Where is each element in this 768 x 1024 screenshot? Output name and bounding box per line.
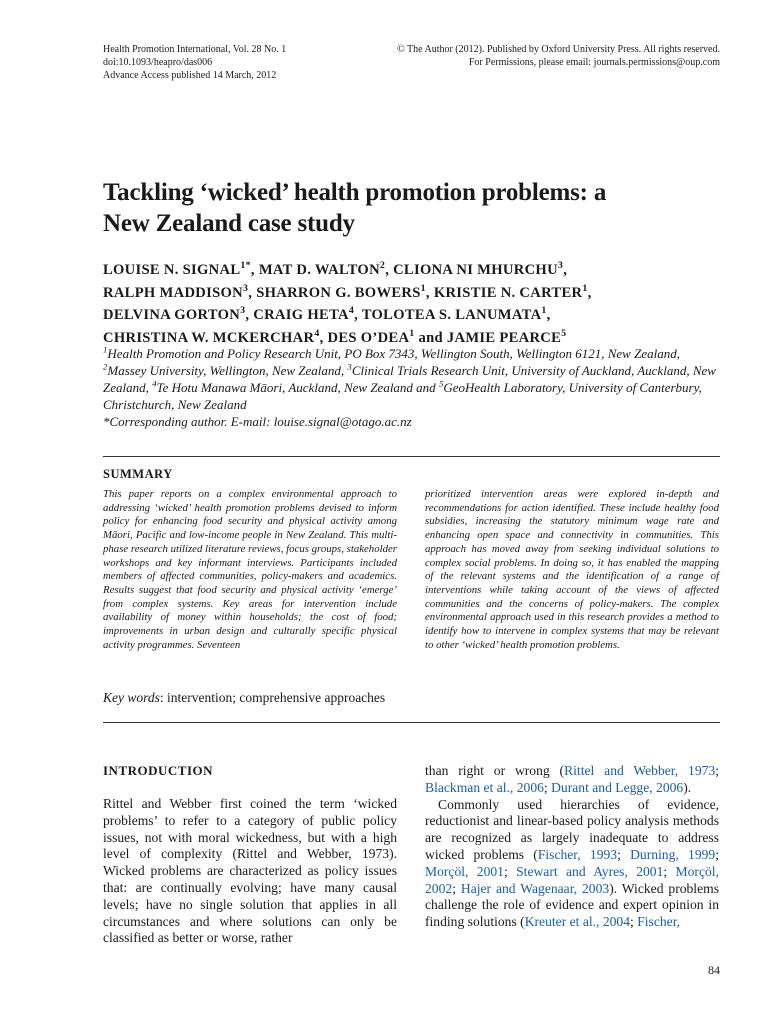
author-sep: , (248, 284, 257, 301)
text: ; (663, 863, 676, 879)
doi: doi:10.1093/heapro/das006 (103, 57, 213, 68)
text: than right or wrong ( (425, 763, 565, 778)
citation-link[interactable]: Morçöl, 2002 (425, 863, 719, 896)
citation-link[interactable]: Fischer, (637, 914, 681, 930)
author-sup: 3 (557, 260, 564, 272)
author-sep: , (385, 262, 394, 278)
affil-sup: 5 (438, 378, 444, 389)
divider-top (103, 456, 720, 457)
journal-name: Health Promotion International, Vol. 28 No. 1 (103, 44, 287, 55)
author-name: CLIONA NI MHURCHU (393, 262, 558, 278)
author-list (103, 259, 723, 349)
author-name: SHARRON G. BOWERS (256, 284, 421, 301)
advance-access: Advance Access published 14 March, 2012 (103, 70, 277, 81)
citation-link[interactable]: Blackman et al., 2006 (425, 779, 544, 795)
divider-bottom (103, 722, 720, 723)
author-sep: , (245, 307, 254, 323)
summary-column-right: prioritized intervention areas were explored in-depth and recommendations for action identified. These include healthy food subsidies, increasing the statutory minimum wage rate and enhancing open space and connectivity in communities. This approach has moved away from seeking individual solutions to complex social problems. In doing so, it has enabled the mapping of the relevant systems and the identification of a range of interventions while taking account of the views of affected communities and the concerns of policy-makers. The complex environmental approach used in this research provides a method to identify how to intervene in complex systems that may be relevant to other ‘wicked’ health promotion problems. (425, 488, 719, 651)
copyright-header (350, 43, 720, 69)
text: ). (683, 779, 692, 795)
citation-link[interactable]: Rittel and Webber, 1973 (564, 763, 716, 778)
author-name: MAT D. WALTON (258, 262, 380, 278)
keywords-label: Key words (103, 690, 160, 705)
text: ; (630, 914, 638, 930)
author-sup: 1 (582, 282, 588, 294)
author-name: DES O’DEA (327, 329, 410, 346)
copyright-line: © The Author (2012). Published by Oxford University Press. All rights reserved. (397, 44, 720, 55)
author-sep: , (425, 284, 434, 301)
author-sup: 5 (561, 327, 567, 339)
text: ; (543, 779, 552, 795)
citation-link[interactable]: Morçöl, 2001 (425, 863, 504, 879)
affiliations (103, 345, 723, 430)
author-sup: 1 (409, 327, 415, 339)
affil-sup: 4 (152, 378, 157, 389)
affil-text: Health Promotion and Policy Research Unit, PO Box 7343, Wellington South, Wellington 6121, New Zealand, (107, 346, 680, 361)
summary-heading: SUMMARY (103, 467, 173, 481)
text: ; (503, 863, 517, 879)
author-name: RALPH MADDISON (103, 284, 244, 301)
author-name: JAMIE PEARCE (446, 329, 562, 346)
text: ; (617, 846, 631, 862)
affil-sup: 3 (347, 361, 352, 372)
affil-text: Te Hotu Manawa Māori, Auckland, New Zealand and (156, 380, 439, 395)
author-name: KRISTIE N. CARTER (433, 284, 583, 301)
permissions-line: For Permissions, please email: journals.permissions@oup.com (468, 57, 720, 68)
keywords-text: : intervention; comprehensive approaches (159, 690, 386, 705)
intro-paragraph-continued (425, 763, 719, 797)
author-sep: , (250, 262, 259, 278)
intro-paragraph: Rittel and Webber first coined the term ‘wicked problems’ to refer to a category of public policy issues, not with moral wickedness, but with a high level of complexity (Rittel and Webber, 1973). Wicked problems are characterized as policy issues that: are continually evolving; have many causal levels; have no single solution that applies in all circumstances and where solutions can only be classified as better or worse, rather (103, 796, 397, 946)
author-sup: 1 (420, 282, 426, 294)
author-sep: , (563, 262, 568, 278)
author-line-1 (103, 259, 723, 282)
keywords (103, 690, 385, 706)
affil-text: Massey University, Wellington, New Zealand, (107, 363, 348, 378)
citation-link[interactable]: Durant and Legge, 2006 (551, 779, 684, 795)
text: ). Wicked problems challenge the role of evidence and expert opinion in finding solutions ( (425, 880, 719, 930)
article-title (103, 177, 703, 239)
author-name: LOUISE N. SIGNAL (103, 262, 241, 278)
author-sup: 3 (243, 282, 249, 294)
author-sep: and (414, 329, 447, 346)
author-sep: , (319, 329, 328, 346)
author-name: CRAIG HETA (253, 307, 349, 323)
author-sep: , (546, 307, 551, 323)
text: ; (715, 846, 719, 862)
author-name: DELVINA GORTON (103, 307, 241, 323)
citation-link[interactable]: Stewart and Ayres, 2001 (516, 863, 664, 879)
author-sup: 2 (379, 260, 386, 272)
introduction-heading: INTRODUCTION (103, 763, 214, 778)
affil-text: Clinical Trials Research Unit, University of Auckland, Auckland, New Zealand, (103, 363, 716, 395)
affil-text: GeoHealth Laboratory, University of Canterbury, Christchurch, New Zealand (103, 380, 702, 412)
author-line-3 (103, 304, 723, 327)
text: Commonly used hierarchies of evidence, reductionist and linear-based policy analysis methods are recognized as largely inadequate to address wicked problems ( (425, 796, 719, 862)
citation-link[interactable]: Kreuter et al., 2004 (524, 914, 631, 930)
author-sup: 4 (314, 327, 320, 339)
author-name: CHRISTINA W. MCKERCHAR (103, 329, 315, 346)
author-sup: 1* (240, 260, 251, 272)
affil-sup: 1 (103, 344, 108, 355)
author-name: TOLOTEA S. LANUMATA (361, 307, 542, 323)
author-sep: , (587, 284, 592, 301)
citation-link[interactable]: Fischer, 1993 (537, 846, 618, 862)
title-line-2: New Zealand case study (103, 210, 355, 237)
citation-link[interactable]: Hajer and Wagenaar, 2003 (460, 880, 610, 896)
intro-column-right (425, 763, 719, 931)
author-line-2 (103, 282, 723, 305)
author-sep: , (354, 307, 362, 323)
title-line-1: Tackling ‘wicked’ health promotion problems: a (103, 179, 607, 206)
author-sup: 3 (240, 305, 246, 317)
summary-column-left: This paper reports on a complex environmental approach to addressing ‘wicked’ health promotion problems devised to inform policy for enhancing food security and physical activity among Māori, Pacific and low-income people in New Zealand. This multi-phase research utilized literature reviews, focus groups, stakeholder workshops and key informant interviews. Participants included members of affected communities, policy-makers and academics. Results suggest that food security and physical activity ‘emerge’ from complex systems. Key areas for intervention include availability of money within households; the cost of food; improvements in urban design and culturally specific physical activity programmes. Seventeen (103, 488, 397, 651)
citation-link[interactable]: Durning, 1999 (630, 846, 716, 862)
corresponding-author: *Corresponding author. E-mail: louise.signal@otago.ac.nz (103, 414, 412, 429)
affil-sup: 2 (103, 361, 108, 372)
text: ; (715, 763, 719, 778)
page-number: 84 (708, 963, 720, 977)
author-sup: 1 (541, 305, 547, 317)
intro-column-left (103, 796, 397, 947)
text: ; (452, 880, 461, 896)
intro-paragraph-2 (425, 797, 719, 931)
author-sup: 4 (348, 305, 355, 317)
